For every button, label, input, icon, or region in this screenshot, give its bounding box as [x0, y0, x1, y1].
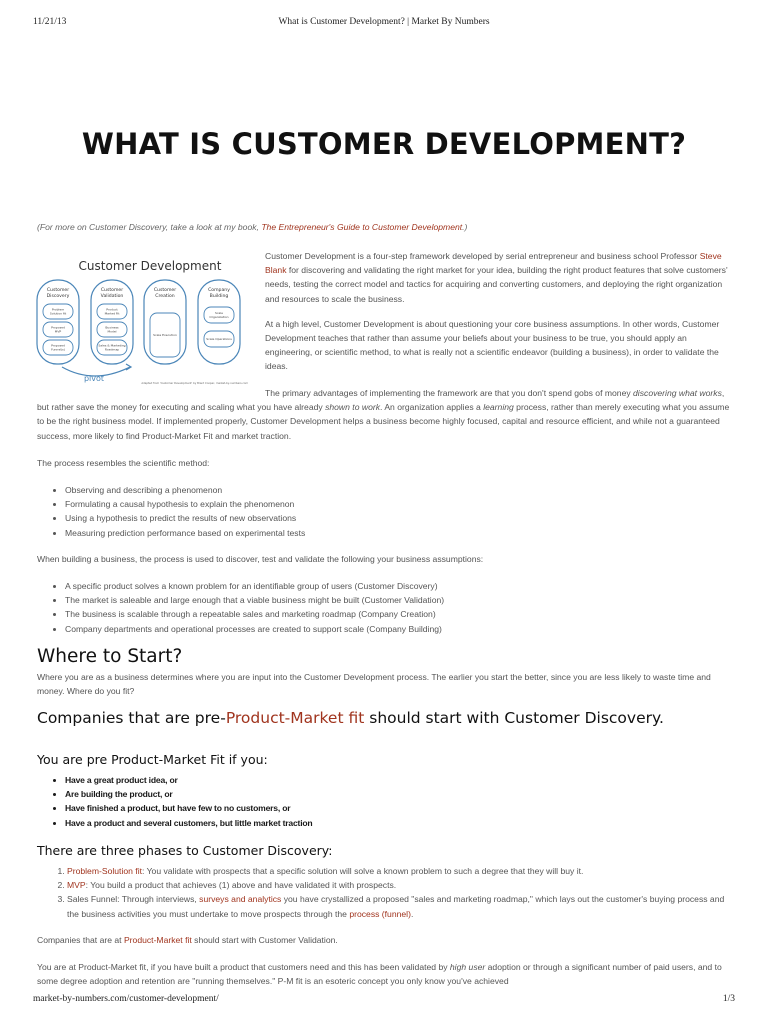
diagram-box-label: Business [105, 325, 119, 330]
page-title: WHAT IS CUSTOMER DEVELOPMENT? [81, 127, 687, 161]
print-page-title: What is Customer Development? | Market By Numbers [278, 17, 490, 27]
method-step-4: • Measuring prediction performance based on experimental tests [65, 526, 737, 540]
customer-development-diagram [34, 249, 256, 387]
pre-pmf-item-3: • Have finished a product, but have few to no customers, or [65, 801, 737, 815]
diagram-column-label: Customer [46, 288, 70, 293]
diagram-box-label: Market Fit [104, 311, 120, 316]
pre-pmf-item-1: • Have a great product idea, or [65, 773, 737, 787]
book-link[interactable]: The Entrepreneur's Guide to Customer Development [261, 222, 463, 232]
steve-blank-link[interactable]: Steve Blank [265, 251, 722, 276]
diagram-column-label: Company [208, 288, 230, 293]
diagram-box-label: Model [107, 329, 117, 334]
process-intro: The process resembles the scientific method: [37, 458, 210, 468]
diagram-box-label: Scale Operations [206, 337, 232, 342]
assumption-item-4: • Company departments and operational processes are created to support scale (Company Building) [65, 622, 737, 636]
book-note: (For more on Customer Discovery, take a look at my book, The Entrepreneur's Guide to Customer Development.) [37, 222, 468, 232]
validation-paragraph: Companies that are at Product-Market fit should start with Customer Validation. [37, 935, 338, 945]
where-to-start-heading: Where to Start? [37, 646, 183, 667]
advantages-paragraph: The primary advantages of implementing the framework are that you don't spend gobs of money discovering what works, but rather save the money for executing and scaling what you have already shown to work. An organization applies a learning process, rather than merely executing what you assume to be the right business model. If implemented properly, Customer Development helps a business become highly focused, capital and resource efficient, and while not a guaranteed success, more likely to find Product-Market Fit and market traction. [37, 388, 730, 441]
diagram-box-label: Roadmap [104, 347, 120, 352]
assumption-item-3: • The business is scalable through a repeatable sales and marketing roadmap (Company Creation) [65, 607, 737, 621]
surveys-analytics-link[interactable]: surveys and analytics [199, 894, 282, 905]
diagram-box-label: Sales & Marketing [98, 343, 126, 348]
print-page-number: 1/3 [722, 994, 735, 1004]
assumption-item-2: • The market is saleable and large enough that a viable business might be built (Customer Validation) [65, 593, 737, 607]
phase-1: 1. Problem-Solution fit: You validate with prospects that a specific solution will solve a known problem to such a degree that they will buy it. [67, 864, 737, 878]
mvp-link[interactable]: MVP [67, 880, 86, 891]
assumptions-list [37, 579, 737, 636]
diagram-column-2 [91, 280, 133, 364]
pre-pmf-item-4: • Have a product and several customers, but little market traction [65, 816, 737, 830]
assumptions-intro: When building a business, the process is used to discover, test and validate the following your business assumptions: [37, 554, 484, 564]
diagram-box-label: Proposed [51, 343, 65, 348]
diagram-column-label: Validation [100, 294, 124, 299]
phases-heading: There are three phases to Customer Discovery: [37, 843, 333, 858]
intro-paragraph-2: At a high level, Customer Development is about questioning your core business assumptions. In other words, Customer Development teaches that rather than assume your beliefs about your business to be true, you should apply an engineering, or scientific method, to what is really not a scientific endeavor (building a business), in order to validate the ideas. [265, 318, 720, 372]
pmf-discovery-heading: Companies that are pre-Product-Market fit should start with Customer Discovery. [37, 709, 664, 727]
pivot-label: pivot [83, 374, 105, 383]
diagram-column-4 [198, 280, 240, 364]
diagram-box-label: Product [106, 307, 118, 312]
method-step-3: • Using a hypothesis to predict the results of new observations [65, 511, 737, 525]
diagram-column-label: Building [209, 294, 229, 299]
diagram-title: Customer Development [78, 259, 222, 273]
pre-pmf-heading: You are pre Product-Market Fit if you: [37, 752, 268, 767]
product-market-fit-link[interactable]: Product-Market fit [225, 709, 365, 727]
intro-paragraph-1: Customer Development is a four-step framework developed by serial entrepreneur and business school Professor Steve Blank for discovering and validating the right market for your idea, building the right product features that solve customers' needs, testing the correct model and tactics for acquiring and converting customers, and deploying the right organization and resources to scale the business. [265, 251, 728, 304]
intro-text [265, 249, 735, 385]
phase-3: 3. Sales Funnel: Through interviews, surveys and analytics you have crystallized a proposed "sales and marketing roadmap," which lays out the customer's buying process and the business activities you must undertake to move prospects through the process (funnel). [67, 892, 737, 920]
print-url: market-by-numbers.com/customer-development/ [33, 994, 219, 1004]
diagram-column-3 [144, 280, 186, 364]
product-market-fit-link-2[interactable]: Product-Market fit [123, 935, 192, 945]
diagram-box-label: Funnel(s) [51, 347, 65, 352]
process-funnel-link[interactable]: process (funnel) [349, 908, 411, 919]
diagram-column-label: Creation [155, 294, 175, 299]
assumption-item-1: • A specific product solves a known problem for an identifiable group of users (Customer Discovery) [65, 579, 737, 593]
diagram-box-label: MVP [54, 329, 62, 334]
method-step-2: • Formulating a causal hypothesis to explain the phenomenon [65, 497, 737, 511]
phases-list [37, 864, 737, 921]
diagram-box-label: Scale Execution [153, 333, 177, 338]
problem-solution-fit-link[interactable]: Problem-Solution fit [67, 866, 142, 876]
method-step-1: • Observing and describing a phenomenon [65, 483, 737, 497]
diagram-column-1 [37, 280, 79, 364]
diagram-box-label: Solution fit [49, 311, 67, 316]
pre-pmf-item-2: • Are building the product, or [65, 787, 737, 801]
print-date: 11/21/13 [33, 17, 67, 27]
diagram-credit: Adapted from 'Customer Development' by Brant Cooper, market-by-numbers.com [141, 382, 248, 385]
diagram-column-label: Customer [153, 288, 177, 293]
at-pmf-paragraph: You are at Product-Market fit, if you have built a product that customers need and this has been validated by high user adoption or through a significant number of paid users, and to some degree adoption and retention are "running themselves." P-M fit is an esoteric concept you only know you've achieved [37, 962, 722, 987]
method-steps-list [37, 483, 737, 540]
diagram-box-label: Proposed [51, 325, 65, 330]
where-to-start-text: Where you are as a business determines where you are input into the Customer Development process. The earlier you start the better, since you are less likely to waste time and money. Where do you fit? [37, 672, 711, 697]
diagram-column-label: Discovery [46, 294, 70, 299]
diagram-box-label: Organization [209, 315, 229, 320]
diagram-column-label: Customer [100, 288, 124, 293]
diagram-box-label: Problem [51, 307, 65, 312]
pre-pmf-list [37, 773, 737, 830]
diagram-box-label: Scale [214, 311, 224, 316]
phase-2: 2. MVP: You build a product that achieves (1) above and have validated it with prospects. [67, 878, 737, 892]
